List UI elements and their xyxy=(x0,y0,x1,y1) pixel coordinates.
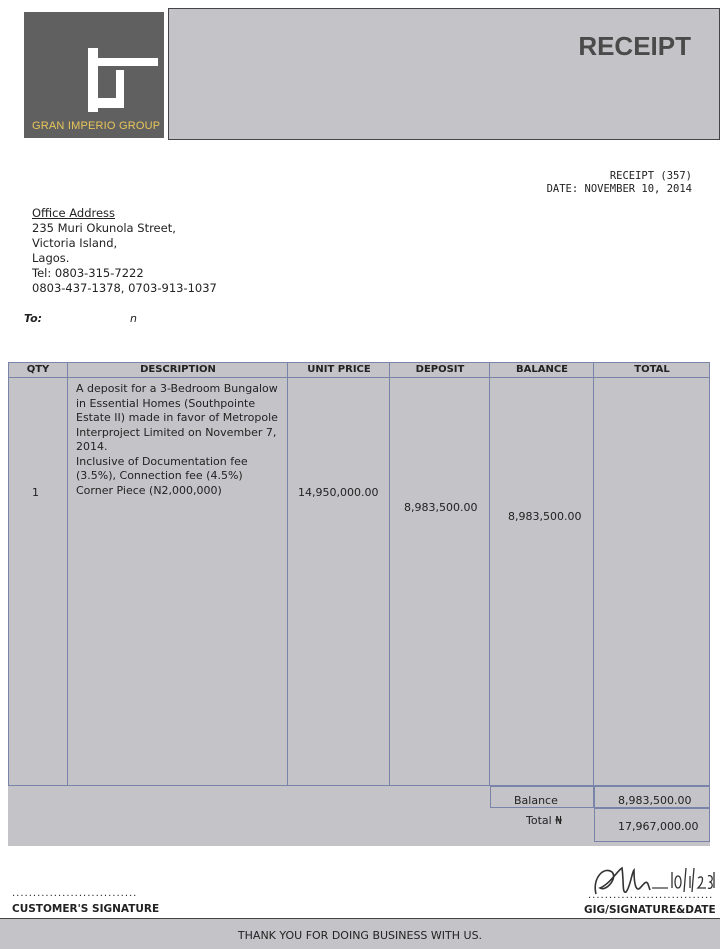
address-phone: Tel: 0803-315-7222 xyxy=(32,266,144,280)
footer-text: THANK YOU FOR DOING BUSINESS WITH US. xyxy=(237,929,483,942)
row-description: A deposit for a 3-Bedroom Bungalow in Essential Homes (Southpointe Estate II) made in favor of Metropole Interproject Limited on November 7, 2014. Inclusive of Documentation fee (3.5%), Connection fee (4.5%) Corner Piece (N2,000,000) xyxy=(76,382,278,497)
header-qty: QTY xyxy=(26,364,50,375)
summary-total-label: Total ₦ xyxy=(526,814,563,827)
address-line: Victoria Island, xyxy=(32,236,118,250)
deposit-column xyxy=(390,362,490,786)
header-balance: BALANCE xyxy=(515,364,568,375)
row-unit-price: 14,950,000.00 xyxy=(298,486,379,499)
header-total: TOTAL xyxy=(634,364,670,375)
gig-signature-label: GIG/SIGNATURE&DATE xyxy=(584,904,716,916)
qty-column xyxy=(8,362,68,786)
header-deposit: DEPOSIT xyxy=(415,364,465,375)
row-balance: 8,983,500.00 xyxy=(508,510,582,523)
summary-balance-label: Balance xyxy=(514,794,558,807)
customer-signature-line: .............................. xyxy=(12,888,138,899)
row-deposit: 8,983,500.00 xyxy=(404,501,478,514)
receipt-date: DATE: NOVEMBER 10, 2014 xyxy=(546,183,692,195)
receipt-number: RECEIPT (357) xyxy=(609,170,692,182)
address-phone: 0803-437-1378, 0703-913-1037 xyxy=(32,281,217,295)
header-unit-price: UNIT PRICE xyxy=(307,364,371,375)
receipt-title: RECEIPT xyxy=(578,31,691,61)
row-qty: 1 xyxy=(32,486,39,499)
office-address xyxy=(32,206,217,296)
header-bar xyxy=(168,8,720,140)
gig-logo-icon xyxy=(88,48,158,112)
summary-total-value: 17,967,000.00 xyxy=(618,820,699,833)
address-line: Lagos. xyxy=(32,251,70,265)
summary-balance-value: 8,983,500.00 xyxy=(618,794,692,807)
company-logo xyxy=(24,12,164,138)
items-table xyxy=(8,362,710,846)
header-description: DESCRIPTION xyxy=(140,364,216,375)
customer-signature-label: CUSTOMER'S SIGNATURE xyxy=(12,903,160,915)
to-name: n xyxy=(130,312,137,325)
header-divider xyxy=(8,377,710,378)
to-label: To: xyxy=(24,312,43,325)
address-heading: Office Address xyxy=(32,206,116,220)
gig-signature-line: .............................. xyxy=(588,890,714,901)
footer-bar xyxy=(0,918,720,949)
company-name: GRAN IMPERIO GROUP xyxy=(32,120,161,132)
balance-column xyxy=(490,362,594,786)
address-line: 235 Muri Okunola Street, xyxy=(32,221,176,235)
unit-price-column xyxy=(288,362,390,786)
